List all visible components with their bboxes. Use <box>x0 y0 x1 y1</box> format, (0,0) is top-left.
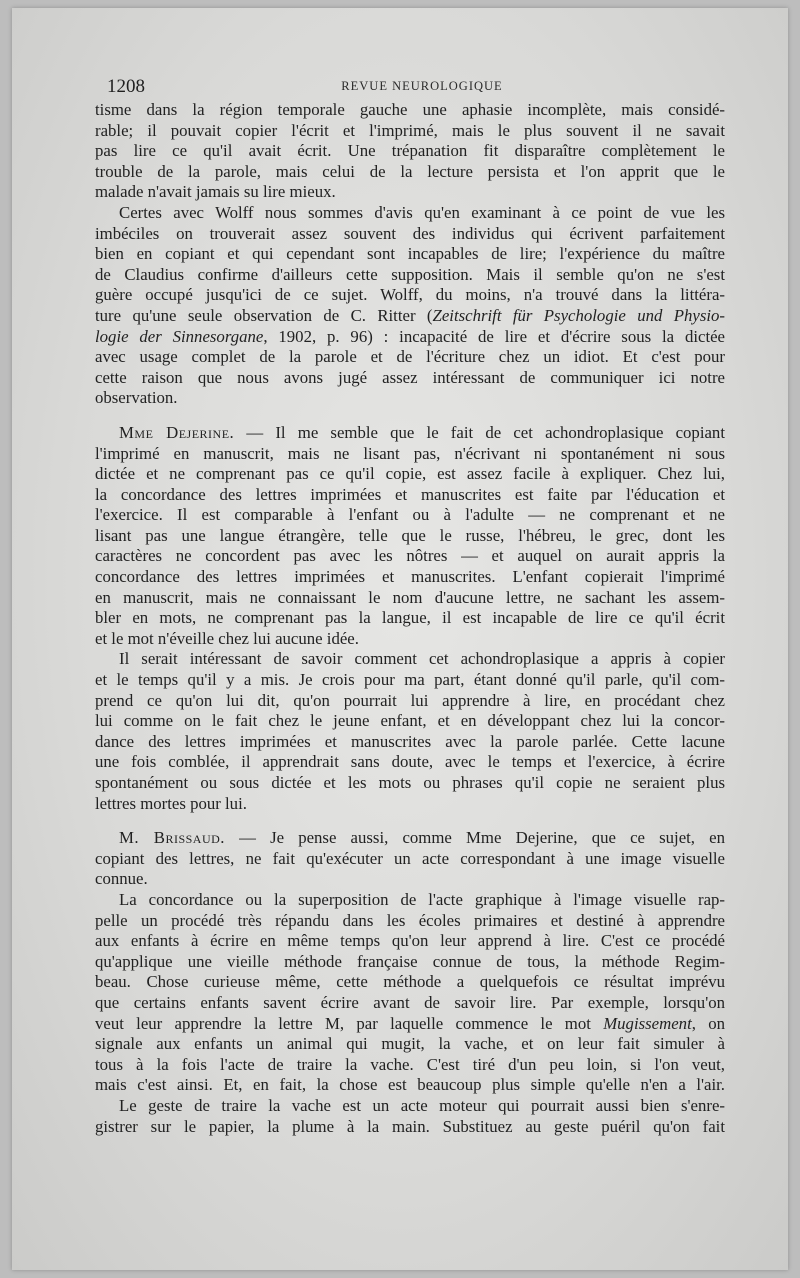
text-line: la concordance des lettres imprimées et manuscrites est faite par l'éducation et <box>95 484 725 504</box>
text-segment: , 1902, p. 96) : incapacité de lire et d'écrire sous la dictée <box>263 326 725 346</box>
running-title: REVUE NEUROLOGIQUE <box>341 79 503 93</box>
page-header <box>107 76 737 102</box>
text-line: pelle un procédé très répandu dans les écoles primaires et destiné à apprendre <box>95 910 725 930</box>
text-line <box>95 306 725 327</box>
text-segment: veut leur apprendre la lettre M, par laquelle commence le mot <box>95 1013 604 1033</box>
emphasized-word: Mugissement <box>603 1013 692 1033</box>
text-line: de Claudius confirme d'ailleurs cette supposition. Mais il semble qu'on ne s'est <box>95 264 725 284</box>
text-line <box>95 828 725 849</box>
text-line: que certains enfants savent écrire avant de savoir lire. Par exemple, lorsqu'on <box>95 992 725 1012</box>
text-line: tous à la fois l'acte de traire la vache. C'est tiré d'un peu loin, si l'on veut, <box>95 1054 725 1074</box>
text-line: prend ce qu'on lui dit, qu'on pourrait lui apprendre à lire, en procédant chez <box>95 690 725 710</box>
journal-title: Zeitschrift für Psychologie und Physio- <box>432 305 725 325</box>
text-line: guère occupé jusqu'ici de ce sujet. Wolff, du moins, n'a trouvé dans la littéra- <box>95 285 725 305</box>
text-line: imbéciles on trouverait assez souvent des individus qui écrivent parfaitement <box>95 223 725 243</box>
paragraph <box>95 423 725 650</box>
text-line: qu'applique une vieille méthode française connue de tous, la méthode Regim- <box>95 951 725 971</box>
paragraph <box>95 1096 725 1137</box>
text-line: rable; il pouvait copier l'écrit et l'imprimé, mais le plus souvent il ne savait <box>95 120 725 140</box>
speaker-name: Mme Dejerine. <box>119 422 235 442</box>
text-line: Il serait intéressant de savoir comment cet achondroplasique a appris à copier <box>119 649 725 669</box>
text-line: concordance des lettres imprimées et manuscrites. L'enfant copierait l'imprimé <box>95 567 725 587</box>
paragraph <box>95 203 725 409</box>
text-line: aux enfants à écrire en même temps qu'on leur apprend à lire. C'est ce procédé <box>95 931 725 951</box>
text-line: bler en mots, ne comprenant pas la langue, il est incapable de lire ce qu'il écrit <box>95 608 725 628</box>
text-line: dictée et ne comprenant pas ce qu'il copie, est assez facile à expliquer. Chez lui, <box>95 464 725 484</box>
text-line: l'imprimé en manuscrit, mais ne lisant pas, n'écrivant ni spontanément ni sous <box>95 443 725 463</box>
text-line: dance des lettres imprimées et manuscrites avec la parole parlée. Cette lacune <box>95 731 725 751</box>
text-line: et le mot n'éveille chez lui aucune idée. <box>95 628 359 648</box>
text-line: une fois comblée, il apprendrait sans doute, avec le temps et l'exercice, à écrire <box>95 752 725 772</box>
body-text <box>95 100 725 1137</box>
text-line: La concordance ou la superposition de l'acte graphique à l'image visuelle rap- <box>119 889 725 909</box>
text-line: connue. <box>95 869 148 889</box>
journal-title: logie der Sinnesorgane <box>95 326 264 346</box>
text-line: signale aux enfants un animal qui mugit, la vache, et on leur fait simuler à <box>95 1034 725 1054</box>
text-line: cette raison que nous avons jugé assez intéressant de communiquer ici notre <box>95 367 725 387</box>
text-line: Certes avec Wolff nous sommes d'avis qu'en examinant à ce point de vue les <box>119 202 725 222</box>
text-line: lui comme on le fait chez le jeune enfant, et en développant chez lui la concor- <box>95 711 725 731</box>
text-line: spontanément ou sous dictée et les mots ou phrases qu'il copie ne seraient plus <box>95 773 725 792</box>
text-segment: , on <box>691 1013 725 1033</box>
text-line: et le temps qu'il y a mis. Je crois pour ma part, étant donné qu'il parle, qu'il com- <box>95 670 725 690</box>
page-number: 1208 <box>107 76 145 97</box>
text-line: lettres mortes pour lui. <box>95 793 247 813</box>
paragraph <box>95 100 725 203</box>
text-line: lisant pas une langue étrangère, telle que le russe, l'hébreu, le grec, dont les <box>95 525 725 545</box>
text-line: gistrer sur le papier, la plume à la main. Substituez au geste puéril qu'on fait <box>95 1116 725 1136</box>
text-line: copiant des lettres, ne fait qu'exécuter un acte correspondant à une image visuelle <box>95 848 725 868</box>
text-line: tisme dans la région temporale gauche une aphasie incomplète, mais considé- <box>95 100 725 119</box>
text-segment: ture qu'une seule observation de C. Ritter ( <box>95 305 433 325</box>
text-line: caractères ne concordent pas avec les nôtres — et auquel on aurait appris la <box>95 546 725 566</box>
speaker-name: M. Brissaud. <box>119 828 225 848</box>
text-line: beau. Chose curieuse même, cette méthode a quelquefois ce résultat imprévu <box>95 972 725 992</box>
text-line: mais c'est ainsi. Et, en fait, la chose est beaucoup plus simple qu'elle n'en a l'air. <box>95 1075 725 1095</box>
text-line: Le geste de traire la vache est un acte moteur qui pourrait aussi bien s'enre- <box>119 1095 725 1115</box>
text-line: malade n'avait jamais su lire mieux. <box>95 182 336 202</box>
text-line: trouble de la parole, mais celui de la lecture persista et l'on apprit que le <box>95 161 725 181</box>
text-line: pas lire ce qu'il avait écrit. Une trépanation fit disparaître complètement le <box>95 141 725 161</box>
text-line <box>95 423 725 444</box>
text-line <box>95 327 725 348</box>
text-line: l'exercice. Il est comparable à l'enfant ou à l'adulte — ne comprenant et ne <box>95 505 725 525</box>
paragraph <box>95 828 725 890</box>
paragraph <box>95 649 725 814</box>
text-line: observation. <box>95 388 178 408</box>
text-segment: — Je pense aussi, comme Mme Dejerine, que ce sujet, en <box>225 828 725 848</box>
text-line: en manuscrit, mais ne connaissant le nom d'aucune lettre, ne sachant les assem- <box>95 587 725 607</box>
paragraph <box>95 890 725 1096</box>
text-line: bien en copiant et qui cependant sont incapables de lire; l'expérience du maître <box>95 244 725 264</box>
text-segment: — Il me semble que le fait de cet achondroplasique copiant <box>234 422 725 442</box>
text-line: avec usage complet de la parole et de l'écriture chez un idiot. Et c'est pour <box>95 347 725 367</box>
text-line <box>95 1014 725 1035</box>
